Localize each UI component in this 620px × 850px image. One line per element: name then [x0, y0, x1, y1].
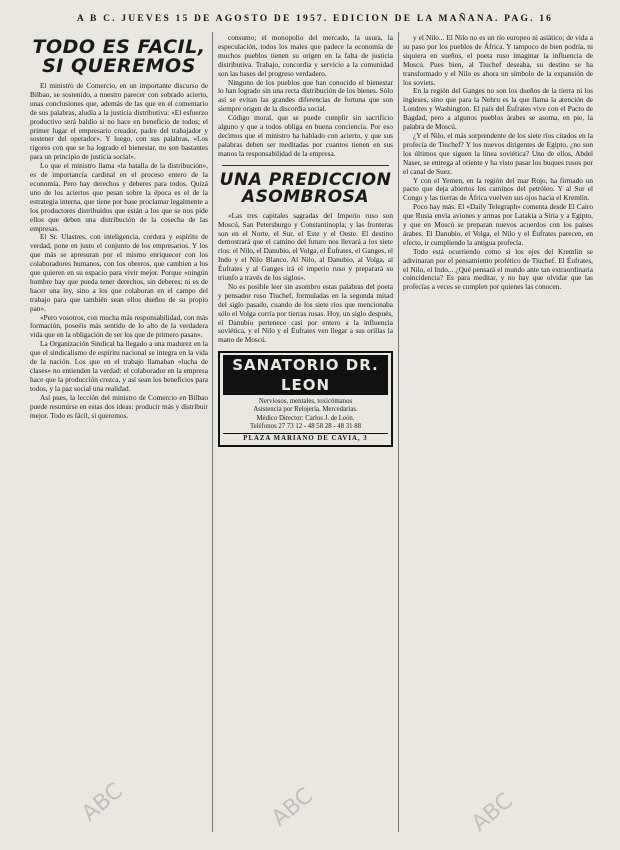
ad-line: Nerviosos, mentales, toxicómanos — [258, 398, 353, 406]
paragraph: En la región del Ganges no son los dueños de la tierra ni los ingleses, sino que para la Nehru es la que llama la atención de Londres y Washington. El país del Éufrates vive con el Pacto de Bagdad, pero a algunos pueblos árabes se asoma, en pie, la palabra de Moscú. — [403, 86, 593, 132]
article-title-2: UNA PREDICCION ASOMBROSA — [219, 169, 392, 207]
paragraph: consumo; el monopolio del mercado, la usura, la especulación, todos los males que padece la economía de muchos pueblos tienen su origen en la falta de justicia distributiva. Trabajo, concordia y servicio a la comunidad son las bases del progreso verdadero. — [218, 34, 393, 78]
column-3 — [403, 34, 593, 837]
column-1 — [30, 34, 208, 834]
article-title-1: TODO ES FACIL, SI QUEREMOS — [32, 36, 206, 77]
ad-line: Teléfonos 27 73 12 - 48 58 28 - 48 31 88 — [249, 422, 362, 430]
sanatorium-advertisement — [218, 351, 393, 447]
paragraph: Ninguno de los pueblos que han conocido el bienestar lo han logrado sin una recta distribución de los bienes. Sólo así se evitan las grandes diferencias de fortuna que son siempre origen de la discordia social. — [218, 77, 393, 114]
page-header: A B C. JUEVES 15 DE AGOSTO DE 1957. EDICION DE LA MAÑANA. PAG. 16 — [76, 14, 554, 24]
ad-title: SANATORIO DR. LEON — [223, 355, 388, 395]
paragraph: No es posible leer sin asombro estas palabras del poeta y pensador ruso Tiuchef, formuladas en la segunda mitad del siglo pasado, cuando de los siete ríos que mencionaba sólo el Volga corría por tierras rusas. Hoy, un siglo después, el Danubio pertenece casi por entero a la influencia soviética, y el Nilo y el Éufrates ven llegar a sus orillas la mano de Moscú. — [218, 281, 393, 345]
ad-address: PLAZA MARIANO DE CAVIA, 3 — [223, 433, 388, 443]
ad-line: Médico Director: Carlos J. de León. — [256, 414, 355, 422]
paragraph: ¿Y el Nilo, el más sorprendente de los siete ríos citados en la profecía de Tiuchef? Y los nuevos dirigentes de Egipto, ¿no son los últimos que siguen la línea soviética? Uno de ellos, Abdel Naser, se entrega al oriente y ha visto pasar los buques rusos por el canal de Suez. — [403, 130, 593, 176]
column-2 — [218, 34, 393, 834]
section-rule — [222, 165, 389, 166]
column-divider — [398, 32, 399, 832]
paragraph: Poco hay más. El «Daily Telegraph» comenta desde El Cairo que Rusia envía aviones y armas por Latakia a Siria y a Egipto, y que en Moscú se preparan nuevos acuerdos con los países árabes. El Danubio, el Volga, el Nilo y el Éufrates parecen, en efecto, ir cumpliendo la antigua profecía. — [403, 202, 593, 247]
paragraph: La Organización Sindical ha llegado a una madurez en la que el sindicalismo de espíritu nacional se integra en la vida de la nación. Los que en el trabajo llamaban «lucha de clases» no entienden la verdad: el colaborador en la empresa hace que la producción crezca, y así sean los beneficios para todos, y la paz social una realidad. — [30, 339, 208, 393]
column-divider — [212, 32, 213, 832]
paragraph: El Sr. Ulastres, con inteligencia, cordura y espíritu de verdad, pone en justo el conjunto de los empresarios. Y los que más se apresuran por el mismo enriquecer con los colaboradores humanos, con los obreros, que cambien a los que quieren en su espacio para vivir mejor. Porque «ningún hombre hay que pueda tener derechos, sin deberes; ni es de hacer una ley, sino a los que colaboran en el campo del trabajo para que también sean ellos dueños de su propio pan». — [30, 232, 208, 313]
abc-watermark: ABC — [77, 778, 128, 827]
abc-watermark: ABC — [467, 788, 518, 837]
paragraph: El ministro de Comercio, en un importante discurso de Bilbao, se sostenido, a nuestro parecer con sobrado acierto, unas conclusiones que, además de las que en el comentario de sus palabras, aludía a la justicia distributiva: «El esfuerzo productivo será baldío si no hace en beneficio de todos; el primer lugar el empresario creador, padre del trabajador y sostener del operador». Y luego, con sus palabras, «Los rigores con que se ha logrado el bienestar, no son bastantes para un principio de justicia social». — [30, 81, 208, 162]
paragraph: «Las tres capitales sagradas del Imperio ruso son Moscú, San Petersburgo y Constantinopla; y las fronteras son en el Norte, el Sur, el Este y el Oeste. El destino demostrará que el camino del futuro nos llevará a los siete ríos: el Nilo, el Danubio, el Volga, el Éufrates, el Ganges, el Indo y el Nilo Blanco. Al Nilo, al Danubio, al Volga, al Éufrates y al Ganges irá el imperio ruso y preparará su triunfo a través de los siglos». — [218, 210, 393, 283]
paragraph: Y con el Yemen, en la región del mar Rojo, ha firmado un pacto que deja abiertos los caminos del petróleo. Y al Sur el Congo y las tierras de África vuelven sus ojos hacia el Kremlin. — [403, 175, 593, 203]
paragraph: «Pero vosotros, con mucha más responsabilidad, con más formación, poseéis más sentido de lo alto de la verdadera vida que en la obligación de ser los que de primero pasan». — [30, 312, 208, 340]
paragraph: Código moral, que se puede cumplir sin sacrificio alguno y que a todos obliga en buena conciencia. Por eso decimos que el ministro ha hablado con acierto, y que sus palabras deben ser meditadas por cuantos tienen en sus manos la responsabilidad de la empresa. — [218, 113, 393, 158]
paragraph: Todo está ocurriendo como si los ejes del Kremlin se adivinaran por el pensamiento profético de Tiuchef. El Éufrates, el Nilo, el Indo... ¿Qué pensará el mundo ante tan extraordinaria coincidencia? Es para meditar, y no hay que olvidar que las profecías a veces se cumplen por quienes las conocen. — [403, 246, 593, 292]
ad-line: Asistencia por Relojería. Mercedarias. — [253, 406, 358, 414]
paragraph: Así pues, la lección del ministro de Comercio en Bilbao puede resumirse en estas dos ideas: producir más y distribuir mejor. Todo es fácil, si queremos. — [30, 392, 208, 420]
paragraph: Lo que el ministro llama «la batalla de la distribución», es de importancia cardinal en el proceso entero de la economía. Pero hay derechos y deberes para todos. Quizá uno de los aciertos que pesan sobre la época es el de la estrategia interna, que tiene por base proclamar legalmente a los productores distribuidos que están a los que se nos pide ellos que deben una distribución de la cosecha de las empresas. — [30, 161, 208, 233]
abc-watermark: ABC — [267, 783, 318, 832]
paragraph: y el Nilo... El Nilo no es un río europeo ni asiático; de vida a su paso por los pueblos de África. Y tampoco de bien podría, ni siquiera en sueños, el poeta ruso imaginar la influencia de Moscú. Pues bien, al Tiuchef deseaba, su destino se ha transformado y el Nilo es ahora un símbolo de la expansión de los soviets. — [403, 34, 593, 87]
